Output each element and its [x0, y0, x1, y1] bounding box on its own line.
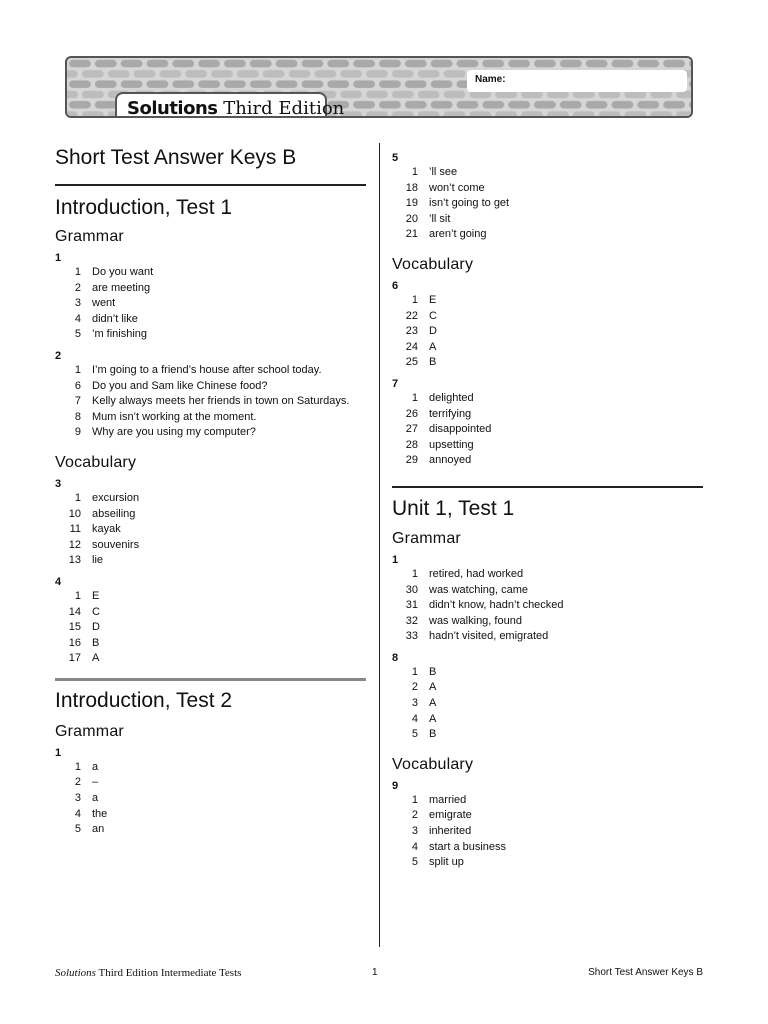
answer-text: D — [92, 621, 100, 634]
exercise-number: 4 — [55, 575, 62, 588]
exercise-number: 5 — [392, 152, 399, 164]
answer-number: 13 — [68, 554, 81, 567]
answer-item — [392, 855, 703, 871]
right-column — [392, 151, 703, 871]
answer-text: delighted — [429, 391, 474, 404]
answer-text: excursion — [92, 491, 140, 504]
answer-text: split up — [429, 856, 464, 869]
answer-item — [55, 807, 366, 823]
answer-text: Mum isn’t working at the moment. — [92, 410, 257, 423]
answer-list — [55, 760, 366, 838]
answer-number: 1 — [74, 491, 81, 504]
answer-item — [55, 363, 366, 379]
answer-number: 32 — [405, 614, 418, 627]
answer-text: married — [429, 793, 467, 806]
answer-number: 1 — [411, 793, 418, 806]
answer-number: 1 — [74, 266, 81, 278]
brand-name: Solutions — [127, 98, 218, 118]
brand-edition: Third Edition — [217, 98, 345, 118]
page-number: 1 — [372, 967, 378, 978]
answer-text: E — [429, 293, 437, 306]
answer-item — [55, 791, 366, 807]
answer-number: 1 — [411, 166, 418, 178]
answer-text: abseiling — [92, 507, 136, 520]
answer-number: 5 — [411, 856, 418, 869]
section-title-unit1: Unit 1, Test 1 — [392, 496, 515, 520]
answer-text: annoyed — [429, 454, 472, 467]
left-column — [55, 140, 366, 838]
exercise-number: 1 — [55, 746, 62, 759]
answer-item — [392, 324, 703, 340]
exercise-number: 3 — [55, 477, 62, 490]
answer-number: 15 — [68, 621, 81, 634]
answer-text: Do you want — [92, 266, 154, 278]
answer-list — [392, 165, 703, 243]
answer-number: 4 — [74, 807, 81, 820]
answer-list — [55, 491, 366, 569]
answer-text: B — [429, 356, 437, 369]
answer-text: A — [429, 681, 437, 694]
footer-series: Solutions — [55, 967, 96, 979]
page-title: Short Test Answer Keys B — [55, 146, 297, 169]
answer-number: 9 — [74, 426, 81, 439]
answer-text: hadn’t visited, emigrated — [429, 630, 549, 643]
answer-text: A — [429, 697, 437, 710]
answer-number: 2 — [74, 776, 81, 789]
answer-item — [392, 712, 703, 728]
answer-text: E — [92, 589, 100, 602]
answer-item — [392, 696, 703, 712]
answer-text: ’m finishing — [92, 328, 148, 341]
answer-number: 26 — [405, 407, 418, 420]
answer-number: 1 — [74, 589, 81, 602]
answer-text: emigrate — [429, 809, 472, 822]
answer-text: retired, had worked — [429, 567, 524, 580]
answer-number: 10 — [68, 507, 81, 520]
answer-item — [392, 212, 703, 228]
answer-text: Why are you using my computer? — [92, 426, 256, 439]
answer-text: won’t come — [429, 181, 485, 194]
answer-text: are meeting — [92, 281, 151, 294]
answer-text: B — [429, 665, 437, 678]
answer-item — [392, 665, 703, 681]
answer-item — [392, 340, 703, 356]
answer-text: disappointed — [429, 423, 492, 436]
answer-item — [55, 312, 366, 328]
answer-list — [392, 793, 703, 871]
answer-list — [55, 589, 366, 667]
answer-text: isn’t going to get — [429, 197, 510, 210]
answer-item — [55, 775, 366, 791]
answer-number: 4 — [411, 840, 418, 853]
answer-text: C — [429, 309, 437, 322]
section-title-intro1: Introduction, Test 1 — [55, 196, 233, 219]
answer-text: inherited — [429, 825, 472, 838]
answer-number: 1 — [74, 760, 81, 773]
answer-number: 20 — [405, 212, 418, 225]
brand-logo — [127, 98, 344, 118]
answer-list — [55, 363, 366, 441]
answer-number: 5 — [74, 823, 81, 836]
answer-number: 4 — [411, 712, 418, 725]
answer-item — [392, 438, 703, 454]
answer-text: B — [92, 636, 100, 649]
answer-text: I’m going to a friend’s house after school today. — [92, 363, 322, 376]
answer-item — [55, 327, 366, 343]
name-label: Name: — [475, 74, 506, 85]
answer-item — [55, 760, 366, 776]
answer-text: aren’t going — [429, 228, 487, 241]
answer-text: the — [92, 807, 108, 820]
answer-item — [392, 165, 703, 181]
answer-item — [55, 410, 366, 426]
name-field[interactable] — [467, 70, 687, 92]
answer-item — [55, 281, 366, 297]
answer-number: 2 — [411, 681, 418, 694]
answer-text: ’ll sit — [429, 212, 451, 225]
answer-item — [55, 589, 366, 605]
answer-number: 30 — [405, 583, 418, 596]
answer-number: 21 — [405, 228, 418, 241]
answer-text: D — [429, 325, 437, 338]
answer-item — [392, 293, 703, 309]
answer-text: went — [92, 297, 116, 310]
answer-text: was walking, found — [429, 614, 522, 627]
grammar-heading: Grammar — [55, 722, 124, 740]
answer-item — [55, 265, 366, 281]
answer-text: kayak — [92, 523, 121, 536]
answer-number: 14 — [68, 605, 81, 618]
answer-number: 17 — [68, 652, 81, 665]
answer-item — [392, 629, 703, 645]
grammar-heading: Grammar — [392, 529, 461, 547]
answer-item — [392, 727, 703, 743]
answer-text: Do you and Sam like Chinese food? — [92, 379, 268, 392]
answer-text: souvenirs — [92, 538, 140, 551]
answer-number: 1 — [74, 363, 81, 376]
answer-number: 2 — [411, 809, 418, 822]
answer-item — [55, 394, 366, 410]
exercise-number: 8 — [392, 651, 399, 664]
answer-text: lie — [92, 554, 104, 567]
answer-item — [55, 379, 366, 395]
answer-number: 4 — [74, 312, 81, 325]
answer-item — [55, 605, 366, 621]
answer-number: 29 — [405, 454, 418, 467]
answer-number: 19 — [405, 197, 418, 210]
exercise-number: 9 — [392, 779, 399, 792]
answer-text: was watching, came — [429, 583, 529, 596]
answer-number: 5 — [411, 728, 418, 741]
answer-item — [55, 538, 366, 554]
answer-item — [392, 840, 703, 856]
answer-item — [392, 181, 703, 197]
answer-text: didn’t know, hadn’t checked — [429, 599, 564, 612]
answer-item — [392, 614, 703, 630]
exercise-number: 2 — [55, 349, 62, 362]
footer-doc-title: Short Test Answer Keys B — [588, 967, 703, 978]
section-title-intro2: Introduction, Test 2 — [55, 688, 233, 712]
grammar-heading: Grammar — [55, 228, 124, 245]
answer-item — [55, 553, 366, 569]
answer-item — [392, 196, 703, 212]
answer-item — [55, 425, 366, 441]
answer-text: Kelly always meets her friends in town on Saturdays. — [92, 395, 350, 408]
answer-number: 28 — [405, 438, 418, 451]
answer-list — [392, 567, 703, 645]
answer-item — [55, 651, 366, 667]
answer-number: 27 — [405, 423, 418, 436]
exercise-number: 7 — [392, 377, 399, 390]
answer-item — [55, 822, 366, 838]
answer-number: 1 — [411, 665, 418, 678]
answer-number: 3 — [74, 792, 81, 805]
vocabulary-heading: Vocabulary — [55, 453, 137, 471]
answer-text: A — [92, 652, 100, 665]
answer-item — [392, 407, 703, 423]
brand-tab — [115, 92, 345, 118]
answer-item — [55, 491, 366, 507]
answer-item — [55, 507, 366, 523]
answer-item — [55, 620, 366, 636]
answer-text: a — [92, 760, 99, 773]
answer-number: 25 — [405, 356, 418, 369]
footer-book-title — [55, 967, 241, 979]
exercise-number: 1 — [392, 553, 399, 566]
answer-item — [392, 227, 703, 243]
answer-text: A — [429, 712, 437, 725]
exercise-number: 6 — [392, 279, 399, 292]
answer-item — [55, 636, 366, 652]
header-banner — [65, 56, 693, 118]
answer-item — [392, 355, 703, 371]
answer-item — [392, 583, 703, 599]
answer-text: ’ll see — [429, 166, 458, 178]
answer-item — [392, 309, 703, 325]
answer-item — [55, 522, 366, 538]
answer-list — [392, 293, 703, 371]
answer-item — [392, 567, 703, 583]
answer-number: 31 — [405, 599, 418, 612]
vocabulary-heading: Vocabulary — [392, 255, 474, 273]
answer-item — [392, 793, 703, 809]
column-divider — [379, 143, 380, 947]
answer-number: 8 — [74, 410, 81, 423]
answer-text: – — [92, 776, 99, 789]
answer-number: 1 — [411, 567, 418, 580]
answer-item — [392, 824, 703, 840]
answer-text: A — [429, 340, 437, 353]
answer-number: 11 — [69, 523, 81, 536]
answer-item — [392, 680, 703, 696]
answer-text: terrifying — [429, 407, 472, 420]
answer-item — [392, 453, 703, 469]
answer-number: 16 — [68, 636, 81, 649]
answer-number: 12 — [68, 538, 81, 551]
answer-list — [55, 265, 366, 343]
answer-item — [392, 391, 703, 407]
exercise-number: 1 — [55, 252, 62, 264]
answer-number: 1 — [411, 293, 418, 306]
answer-text: upsetting — [429, 438, 474, 451]
answer-list — [392, 391, 703, 469]
answer-number: 23 — [405, 325, 418, 338]
answer-number: 1 — [411, 391, 418, 404]
answer-item — [392, 422, 703, 438]
answer-text: an — [92, 823, 105, 836]
answer-number: 33 — [405, 630, 418, 643]
answer-number: 2 — [74, 281, 81, 294]
answer-item — [392, 598, 703, 614]
answer-list — [392, 665, 703, 743]
answer-item — [392, 808, 703, 824]
vocabulary-heading: Vocabulary — [392, 755, 474, 773]
answer-number: 18 — [405, 181, 418, 194]
answer-text: C — [92, 605, 100, 618]
answer-item — [55, 296, 366, 312]
answer-text: start a business — [429, 840, 507, 853]
answer-text: B — [429, 728, 437, 741]
footer-edition: Third Edition Intermediate Tests — [95, 967, 242, 979]
answer-number: 22 — [405, 309, 418, 322]
answer-text: a — [92, 792, 99, 805]
answer-number: 24 — [405, 340, 418, 353]
answer-number: 5 — [74, 328, 81, 341]
answer-text: didn’t like — [92, 312, 138, 325]
answer-number: 3 — [411, 697, 418, 710]
answer-number: 7 — [74, 395, 81, 408]
answer-number: 6 — [74, 379, 81, 392]
answer-number: 3 — [411, 825, 418, 838]
answer-number: 3 — [74, 297, 81, 310]
